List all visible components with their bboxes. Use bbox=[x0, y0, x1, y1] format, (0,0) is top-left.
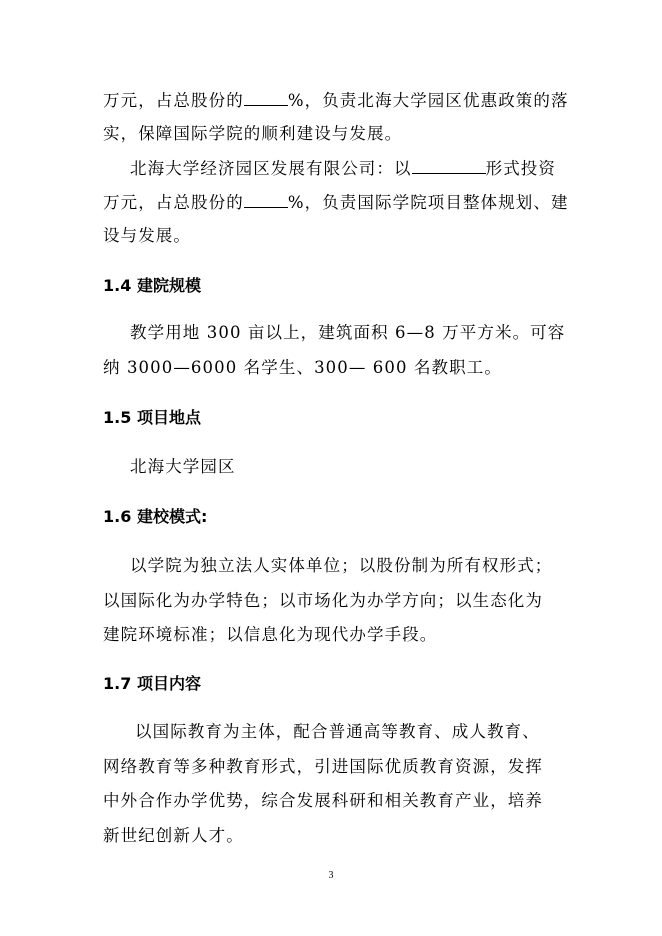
section-number: 1.7 bbox=[103, 674, 132, 693]
section-1-6-line-1: 以学院为独立法人实体单位；以股份制为所有权形式； bbox=[130, 556, 553, 575]
section-title: 建院规模 bbox=[137, 276, 202, 295]
fill-in-blank bbox=[244, 192, 288, 208]
section-1-6-line-2: 以国际化为办学特色；以市场化为办学方向；以生态化为 bbox=[103, 591, 543, 610]
paragraph-1-line-1 bbox=[103, 90, 569, 111]
text: 形式投资 bbox=[485, 159, 557, 178]
text: %，负责国际学院项目整体规划、建 bbox=[287, 193, 569, 212]
section-1-7-line-3: 中外合作办学优势，综合发展科研和相关教育产业，培养 bbox=[103, 791, 543, 810]
section-1-6-line-3: 建院环境标准；以信息化为现代办学手段。 bbox=[103, 625, 438, 644]
section-title: 项目内容 bbox=[137, 674, 202, 693]
section-heading-1-6 bbox=[103, 507, 207, 527]
fill-in-blank bbox=[412, 158, 486, 174]
section-1-4-line-1: 教学用地 300 亩以上，建筑面积 6—8 万平方米。可容 bbox=[130, 323, 566, 342]
paragraph-1-line-2: 实，保障国际学院的顺利建设与发展。 bbox=[103, 124, 403, 143]
section-1-7-line-1: 以国际教育为主体，配合普通高等教育、成人教育、 bbox=[135, 722, 540, 741]
section-1-4-line-2: 纳 3000—6000 名学生、300— 600 名教职工。 bbox=[103, 358, 502, 377]
section-1-5-line-1: 北海大学园区 bbox=[130, 457, 236, 476]
section-heading-1-4 bbox=[103, 276, 201, 296]
section-title: 建校模式: bbox=[137, 507, 208, 526]
paragraph-2-line-2 bbox=[103, 192, 569, 213]
section-title: 项目地点 bbox=[137, 408, 202, 427]
text: %，负责北海大学园区优惠政策的落 bbox=[287, 91, 569, 110]
text: 万元，占总股份的 bbox=[103, 193, 244, 212]
section-1-7-line-4: 新世纪创新人才。 bbox=[103, 826, 244, 845]
paragraph-2-line-1 bbox=[130, 158, 556, 179]
section-number: 1.6 bbox=[103, 507, 132, 526]
section-number: 1.5 bbox=[103, 408, 132, 427]
paragraph-2-line-3: 设与发展。 bbox=[103, 226, 191, 245]
text: 万元，占总股份的 bbox=[103, 91, 244, 110]
section-heading-1-7 bbox=[103, 674, 201, 694]
fill-in-blank bbox=[244, 90, 288, 106]
section-heading-1-5 bbox=[103, 408, 201, 428]
page-number: 3 bbox=[328, 870, 334, 881]
section-1-7-line-2: 网络教育等多种教育形式，引进国际优质教育资源，发挥 bbox=[103, 757, 543, 776]
text: 北海大学经济园区发展有限公司：以 bbox=[130, 159, 412, 178]
section-number: 1.4 bbox=[103, 276, 132, 295]
